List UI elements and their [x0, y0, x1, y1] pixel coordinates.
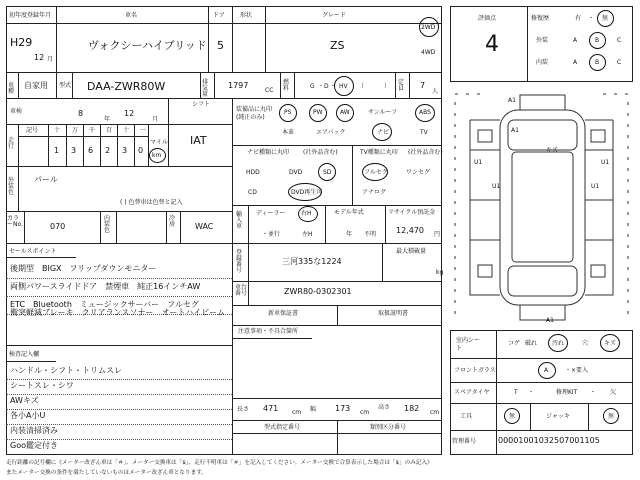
model-year-unit: 年: [346, 231, 353, 238]
mileage-h4: 百: [106, 127, 113, 134]
sheet-yabure: 破れ: [525, 340, 538, 347]
diag-a1-front: A1: [508, 97, 516, 104]
doors: 5: [217, 39, 224, 52]
wid-unit: cm: [360, 409, 370, 416]
equip-abs: ABS: [419, 109, 431, 116]
sheet-yogore: 汚れ: [552, 340, 565, 347]
diag-a1-left: A1: [511, 127, 519, 134]
mileage-label: 走行: [8, 137, 15, 150]
len-unit: cm: [292, 409, 302, 416]
tv-label: TV種類に丸印: [360, 149, 398, 156]
navi-sd: SD: [323, 169, 332, 176]
navi-cd: CD: [248, 189, 257, 196]
repair-yes: 有: [575, 15, 582, 22]
fuel-paren-open: （: [358, 83, 365, 90]
plate-label: 登録番号: [236, 249, 243, 274]
inspector-line-6: Goo鑑定付き: [10, 441, 58, 450]
score-value: 4: [485, 32, 499, 57]
equip-pw: PW: [313, 109, 323, 116]
diag-u1-left2: U1: [492, 183, 501, 190]
sheet-kizu: キズ: [604, 340, 616, 347]
car-name-label: 車名: [125, 12, 138, 19]
windshield-x: ・×要入: [565, 367, 589, 374]
sales-points-label: セールスポイント: [9, 248, 57, 255]
mgmt-value: 00001001032507001105: [498, 436, 600, 445]
color-value: パール: [34, 175, 58, 184]
first-reg-label: 初年度登録年月: [9, 12, 52, 19]
disp-value: 1797: [228, 81, 249, 90]
mileage-h6: 一: [140, 127, 147, 134]
shift-value: IAT: [190, 134, 207, 147]
plate-value: 三河335な1224: [282, 257, 342, 266]
interior-grade-b: B: [595, 59, 600, 66]
drive-2wd: 2WD: [421, 24, 436, 31]
mileage-h1: 十: [54, 127, 61, 134]
sheet-ana: 穴: [582, 340, 589, 347]
diag-roof: キズ: [546, 147, 558, 154]
equip-leather: 本革: [282, 129, 295, 136]
inspector-line-4: 各小A小U: [10, 411, 46, 420]
mileage-h2: 万: [72, 127, 79, 134]
color-code-label: カラーNo.: [7, 215, 23, 228]
navi-dvd: DVD: [289, 169, 303, 176]
import-left: 左H: [302, 231, 313, 238]
equip-navi: ナビ: [377, 129, 390, 136]
inspector-line-1: ハンドル・シフト・トリムスレ: [10, 366, 122, 375]
car-name: ヴォクシーハイブリッド: [88, 39, 207, 52]
fuel-g: G: [310, 83, 315, 90]
spare-dot2: ・: [590, 389, 597, 396]
mileage-d1: 1: [54, 146, 60, 155]
import-dealer: ディーラー: [256, 210, 286, 217]
interior-grade-a: A: [573, 59, 578, 66]
inspection-month-unit: 月: [152, 116, 159, 123]
jack-value: 無: [608, 413, 615, 420]
mileage-d5: 3: [122, 146, 128, 155]
fuel-label: 燃料: [283, 79, 290, 92]
diag-u1-right: U1: [601, 159, 610, 166]
equip-tv: TV: [420, 129, 428, 136]
exterior-grade-c: C: [617, 37, 622, 44]
equip-aw: AW: [340, 109, 350, 116]
inspector-label: 検査記入欄: [9, 351, 40, 358]
sales-line-4: 衝突軽減ブレーキ クリアランスソナー オートハイビーム: [10, 308, 225, 317]
inspector-line-3: AWキズ: [10, 396, 39, 405]
use-label: 車種: [8, 82, 15, 95]
wid-label: 幅: [310, 406, 317, 413]
footer-line-2: またメーター交換の条件を満たしていないものはメーター改ざん車となります。: [6, 470, 207, 476]
tools-label: 工具: [460, 413, 473, 420]
equip-airbag: エアバック: [316, 129, 346, 136]
tv-analog: アナログ: [362, 189, 387, 196]
tools-value: 無: [509, 413, 516, 420]
spare-t: T: [514, 389, 518, 396]
equipment-label: 装備品に丸印(純正のみ): [236, 106, 273, 122]
grade: ZS: [330, 39, 345, 52]
cool-label: 冷房: [169, 215, 176, 228]
inspection-year-unit: 年: [104, 116, 111, 123]
cap-label: 定員: [398, 79, 405, 92]
mileage-d4: 2: [105, 146, 111, 155]
inspection-label: 車検: [10, 108, 23, 115]
mileage-h3: 千: [89, 127, 96, 134]
warranty-doc: 新車保証書: [268, 310, 299, 317]
hei-unit: cm: [430, 409, 440, 416]
fuel-hv: HV: [339, 83, 348, 90]
navi-sub: (社外品含む): [303, 149, 338, 156]
len-value: 471: [263, 404, 279, 413]
tv-fullseg: フルセグ: [364, 169, 388, 176]
hei-label: 高さ: [378, 404, 391, 411]
sales-line-3: ETC Bluetooth ミュージックサーバー フルセグ: [10, 300, 199, 309]
cool-value: WAC: [195, 222, 214, 231]
shape-label: 形状: [240, 12, 253, 19]
interior-color-label: 内装色: [104, 215, 111, 234]
chassis-label: 車台番号: [235, 284, 248, 297]
mileage-d6: 0: [138, 146, 144, 155]
cert-type-label: 型式指定番号: [264, 424, 301, 431]
fuel-d: D: [324, 83, 329, 90]
color-code: 070: [50, 222, 66, 231]
first-reg-year: H29: [10, 36, 33, 49]
car-diagram: [450, 90, 633, 325]
type-label: 型式: [59, 82, 72, 89]
footer-line-1: 走行距離の記号欄に《メーター改ざん車は「＃」、メーター交換車は「$」、走行不明車は「＃」を記入してください。メーター交換で合算表示した場合は「$」のみ記入》: [6, 460, 433, 466]
first-reg-month-unit: 月: [47, 56, 54, 63]
score-label: 評価点: [478, 15, 497, 22]
windshield-a: A: [544, 367, 549, 374]
interior-sheet-label: 室内シート: [456, 337, 481, 353]
exterior-grade-a: A: [573, 37, 578, 44]
spare-dot1: ・: [528, 389, 535, 396]
equip-ps: PS: [284, 109, 292, 116]
fuel-paren-close: ）: [384, 83, 391, 90]
mileage-h0: 記号: [26, 127, 39, 134]
inspector-line-2: シートスレ・シワ: [10, 381, 74, 390]
mileage-unit-mile: マイル: [150, 139, 168, 146]
diag-a1-rear: A1: [546, 317, 554, 324]
repair-no: 無: [602, 15, 609, 22]
disp-label: 排気量: [202, 79, 209, 98]
wid-value: 173: [335, 404, 351, 413]
cap-value: 7: [420, 81, 426, 90]
spare-label: スペアタイヤ: [454, 389, 490, 396]
cert-class-label: 類別区分番号: [370, 424, 407, 431]
use-value: 自家用: [24, 81, 48, 90]
interior-grade-c: C: [617, 59, 622, 66]
mileage-unit-km: km: [152, 152, 162, 159]
exterior-grade-b: B: [595, 37, 600, 44]
recycle-value: 12,470: [396, 226, 424, 235]
color-note: ( ) 色替車は色替と記入: [120, 199, 183, 206]
spare-missing: 欠: [610, 389, 617, 396]
first-reg-month: 12: [34, 53, 45, 62]
spare-kit: 修理KIT: [556, 389, 578, 396]
jack-label: ジャッキ: [546, 413, 570, 420]
door-label: ドア: [213, 12, 225, 19]
hei-value: 182: [404, 404, 420, 413]
model-year-value: 不明: [364, 231, 377, 238]
inspection-year: 8: [78, 109, 84, 118]
inspection-month: 12: [124, 109, 135, 118]
sales-line-2: 両側パワースライドドア 禁煙車 純正16インチAW: [10, 282, 201, 291]
navi-dvdplay: DVD再生可: [291, 189, 323, 196]
tv-oneseg: ワンセグ: [406, 169, 431, 176]
interior-label: 内装: [536, 59, 549, 66]
mileage-h5: 十: [123, 127, 130, 134]
color-label: 外装色: [8, 177, 15, 196]
import-right: 右H: [301, 210, 312, 217]
mileage-d2: 3: [71, 146, 77, 155]
cap-unit: 人: [432, 88, 439, 95]
drive-4wd: 4WD: [421, 49, 436, 56]
exterior-label: 外装: [536, 37, 549, 44]
notes-label: 注意事項・不具合箇所: [238, 328, 299, 335]
disp-unit: CC: [265, 87, 274, 94]
max-load-label: 最大積載量: [396, 248, 427, 255]
navi-hdd: HDD: [246, 169, 260, 176]
diag-u1-left: U1: [474, 159, 483, 166]
diag-u1-right2: U1: [591, 183, 600, 190]
recycle-label: リサイクル預託金: [388, 209, 436, 216]
sales-line-1: 後期型 BIGX フリップダウンモニター: [10, 264, 157, 273]
repair-label: 修復歴: [531, 15, 550, 22]
grade-label: グレード: [322, 12, 347, 19]
windshield-label: フロントガラス: [454, 367, 496, 374]
import-label: 輸入車: [236, 211, 243, 230]
sheet-koge: コゲ: [508, 340, 521, 347]
tv-sub: (社外品含む): [408, 149, 443, 156]
manual-doc: 取扱説明書: [378, 310, 409, 317]
equip-sunroof: サンルーフ: [368, 109, 398, 116]
mileage-d3: 6: [88, 146, 94, 155]
chassis-value: ZWR80-0302301: [284, 287, 352, 296]
len-label: 長さ: [237, 406, 250, 413]
type-value: DAA-ZWR80W: [87, 80, 166, 93]
inspector-line-5: 内装清掃済み: [10, 426, 58, 435]
max-load-unit: kg: [436, 269, 444, 276]
import-parallel: ・並行: [262, 231, 281, 238]
shift-label: シフト: [192, 101, 211, 108]
navi-label: ナビ種類に丸印: [247, 149, 290, 156]
recycle-unit: 円: [434, 231, 441, 238]
model-year-label: モデル年式: [334, 209, 364, 216]
mgmt-label: 管理番号: [452, 438, 477, 445]
